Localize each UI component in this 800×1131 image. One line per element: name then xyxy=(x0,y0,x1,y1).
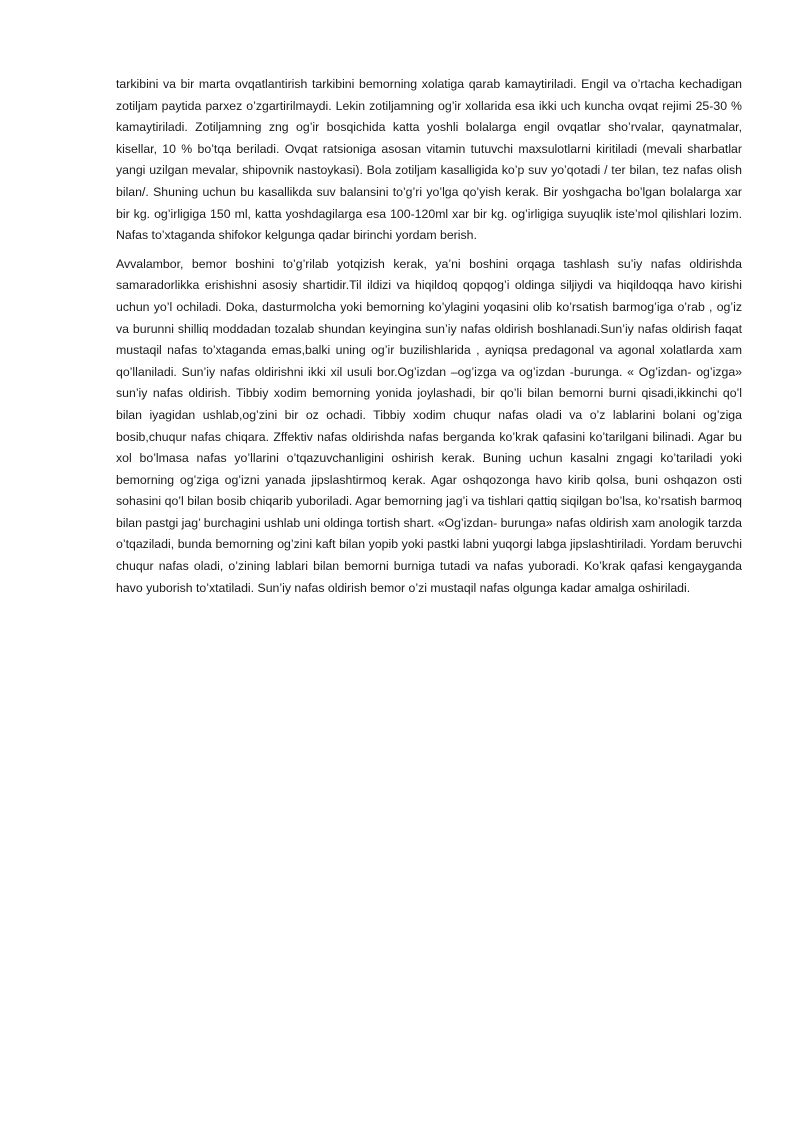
document-page xyxy=(116,74,742,599)
paragraph-artificial-respiration: Avvalambor, bemor boshini to’g’rilab yotqizish kerak, ya’ni boshini orqaga tashlash su’iy nafas oldirishda samaradorlikka erishishni asosiy shartidir.Til ildizi va hiqildoq qopqog’i oldinga siljiydi va hiqildoqqa havo kirishi uchun yo’l ochiladi. Doka, dasturmolcha yoki bemorning ko’ylagini yoqasini olib ko’rsatish barmog’iga o’rab , og’iz va burunni shilliq moddadan tozalab shundan keyingina sun’iy nafas oldirish boshlanadi.Sun’iy nafas oldirish faqat mustaqil nafas to’xtaganda emas,balki uning og’ir buzilishlarida , ayniqsa predagonal va agonal xolatlarda xam qo’llaniladi. Sun’iy nafas oldirishni ikki xil usuli bor.Og’izdan –og’izga va og’izdan -burunga. « Og’izdan- og’izga» sun’iy nafas oldirish. Tibbiy xodim bemorning yonida joylashadi, bir qo’li bilan bemorni burni qisadi,ikkinchi qo’l bilan iyagidan ushlab,og’zini bir oz ochadi. Tibbiy xodim chuqur nafas oladi va o’z lablarini bolani og’ziga bosib,chuqur nafas chiqara. Zffektiv nafas oldirishda nafas berganda ko’krak qafasini ko’tarilgani bilinadi. Agar bu xol bo’lmasa nafas yo’llarini o’tqazuvchanligini oshirish kerak. Buning uchun kasalni zngagi ko’tariladi yoki bemorning og’ziga og’izni yanada jipslashtirmoq kerak. Agar oshqozonga havo kirib qolsa, buni oshqazon osti sohasini qo’l bilan bosib chiqarib yuboriladi. Agar bemorning jag’i va tishlari qattiq siqilgan bo’lsa, ko’rsatish barmoq bilan pastgi jag’ burchagini ushlab uni oldinga tortish shart. «Og’izdan- burunga» nafas oldirish xam anologik tarzda o’tqaziladi, bunda bemorning og’zini kaft bilan yopib yoki pastki labni yuqorgi labga jipslashtiriladi. Yordam beruvchi chuqur nafas oladi, o’zining lablari bilan bemorni burniga tutadi va nafas yuboradi. Ko’krak qafasi kengayganda havo yuborish to’xtatiladi. Sun’iy nafas oldirish bemor o’zi mustaqil nafas olgunga kadar amalga oshiriladi. xyxy=(116,256,742,595)
paragraph-nutrition: tarkibini va bir marta ovqatlantirish tarkibini bemorning xolatiga qarab kamaytiriladi. Engil va o’rtacha kechadigan zotiljam paytida parxez o’zgartirilmaydi. Lekin zotiljamning og’ir xollarida esa ikki uch kuncha ovqat rejimi 25-30 % kamaytiriladi. Zotiljamning zng og’ir bosqichida katta yoshli bolalarga engil ovqatlar sho’rvalar, qaynatmalar, kisellar, 10 % bo’tqa beriladi. Ovqat ratsioniga asosan vitamin tutuvchi maxsulotlarni kiritiladi (mevali sharbatlar yangi uzilgan mevalar, shipovnik nastoykasi). Bola zotiljam kasalligida ko’p suv yo’qotadi / ter bilan, tez nafas olish bilan/. Shuning uchun bu kasallikda suv balansini to’g’ri yo’lga qo’yish kerak. Bir yoshgacha bo’lgan bolalarga xar bir kg. og’irligiga 150 ml, katta yoshdagilarga esa 100-120ml xar bir kg. og’irligiga suyuqlik iste’mol qilishlari lozim. Nafas to’xtaganda shifokor kelgunga qadar birinchi yordam berish. xyxy=(116,77,742,243)
